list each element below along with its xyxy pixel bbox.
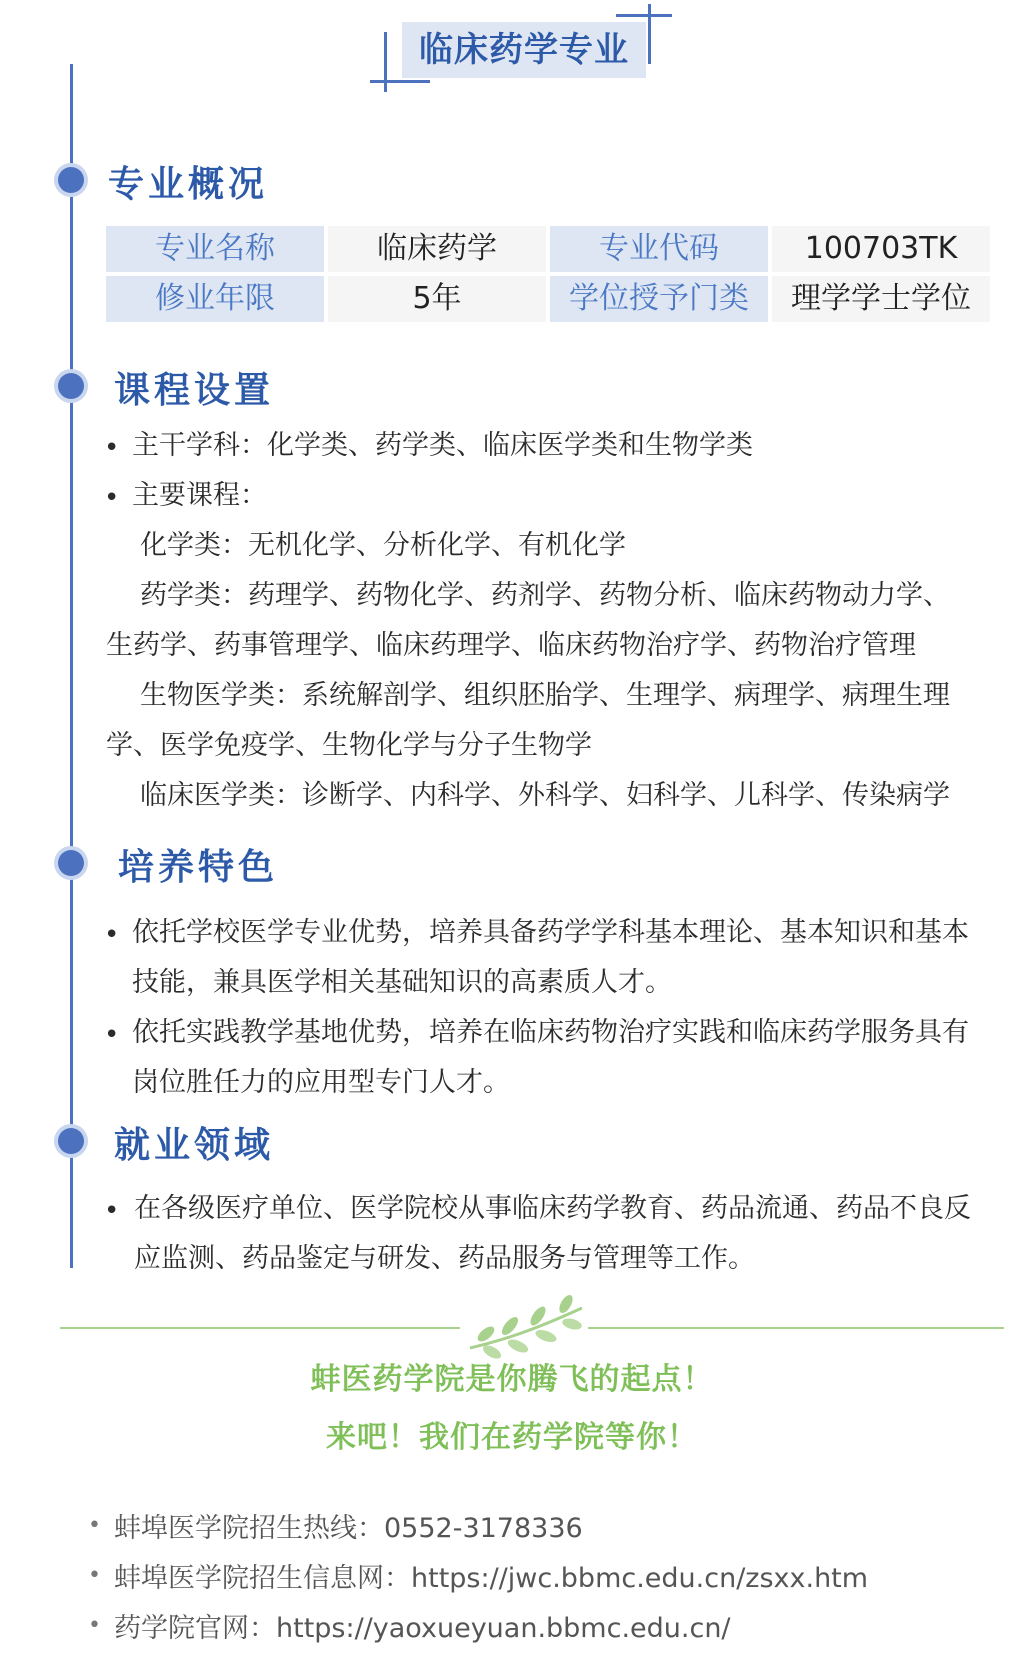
bullet-dot: •: [104, 920, 120, 950]
features-item2-line2: 岗位胜任力的应用型专门人才。: [132, 1067, 510, 1098]
circle-dot-icon: [58, 850, 84, 876]
section-heading-curriculum: 课程设置: [114, 370, 275, 411]
title-deco-left-h: [370, 80, 430, 83]
contact-college-link[interactable]: 药学院官网：https://yaoxueyuan.bbmc.edu.cn/: [114, 1613, 731, 1644]
curriculum-main-courses: 主要课程：: [132, 480, 267, 511]
overview-value: 理学学士学位: [772, 276, 990, 322]
overview-value: 100703TK: [772, 226, 990, 272]
features-item2-line1: 依托实践教学基地优势，培养在临床药物治疗实践和临床药学服务具有: [132, 1017, 969, 1048]
overview-table: [106, 226, 990, 322]
curriculum-biomed-line2: 学、医学免疫学、生物化学与分子生物学: [106, 730, 592, 761]
features-item1-line1: 依托学校医学专业优势，培养具备药学学科基本理论、基本知识和基本: [132, 917, 969, 948]
overview-label: 专业名称: [106, 226, 324, 272]
curriculum-pharmacy-line1: 药学类：药理学、药物化学、药剂学、药物分析、临床药物动力学、: [140, 580, 950, 611]
employment-line1: 在各级医疗单位、医学院校从事临床药学教育、药品流通、药品不良反: [134, 1193, 971, 1224]
circle-dot-icon: [58, 167, 84, 193]
overview-label: 学位授予门类: [550, 276, 768, 322]
curriculum-main-disciplines: 主干学科：化学类、药学类、临床医学类和生物学类: [132, 430, 753, 461]
section-heading-employment: 就业领域: [114, 1125, 275, 1166]
slogan-line1: 蚌医药学院是你腾飞的起点！: [310, 1362, 714, 1397]
curriculum-chemistry: 化学类：无机化学、分析化学、有机化学: [140, 530, 626, 561]
contact-hotline: 蚌埠医学院招生热线：0552-3178336: [114, 1513, 583, 1544]
bullet-dot: •: [104, 1196, 120, 1226]
section-heading-features: 培养特色: [118, 847, 279, 888]
overview-label: 修业年限: [106, 276, 324, 322]
overview-value: 5年: [328, 276, 546, 322]
bullet-dot: •: [88, 1613, 101, 1638]
curriculum-pharmacy-line2: 生药学、药事管理学、临床药理学、临床药物治疗学、药物治疗管理: [106, 630, 916, 661]
slogan-line2: 来吧！我们在药学院等你！: [326, 1420, 698, 1455]
timeline-line: [70, 64, 73, 1268]
contact-admissions-link[interactable]: 蚌埠医学院招生信息网：https://jwc.bbmc.edu.cn/zsxx.htm: [114, 1563, 869, 1594]
title-deco-right-v: [648, 4, 651, 64]
curriculum-clinical: 临床医学类：诊断学、内科学、外科学、妇科学、儿科学、传染病学: [140, 780, 950, 811]
bullet-dot: •: [88, 1563, 101, 1588]
title-deco-left-v: [384, 32, 387, 92]
bullet-dot: •: [104, 1020, 120, 1050]
features-item1-line2: 技能，兼具医学相关基础知识的高素质人才。: [132, 967, 672, 998]
circle-dot-icon: [58, 373, 84, 399]
section-heading-overview: 专业概况: [108, 164, 269, 205]
page-title: 临床药学专业: [419, 30, 629, 70]
circle-dot-icon: [58, 1128, 84, 1154]
overview-value: 临床药学: [328, 226, 546, 272]
footer-divider-right: [588, 1327, 1004, 1329]
leaf-branch-icon: [464, 1290, 588, 1362]
title-deco-right-h: [616, 14, 672, 17]
bullet-dot: •: [104, 483, 120, 513]
footer-divider-left: [60, 1327, 460, 1329]
bullet-dot: •: [104, 433, 120, 463]
overview-label: 专业代码: [550, 226, 768, 272]
curriculum-biomed-line1: 生物医学类：系统解剖学、组织胚胎学、生理学、病理学、病理生理: [140, 680, 950, 711]
bullet-dot: •: [88, 1513, 101, 1538]
employment-line2: 应监测、药品鉴定与研发、药品服务与管理等工作。: [134, 1243, 755, 1274]
